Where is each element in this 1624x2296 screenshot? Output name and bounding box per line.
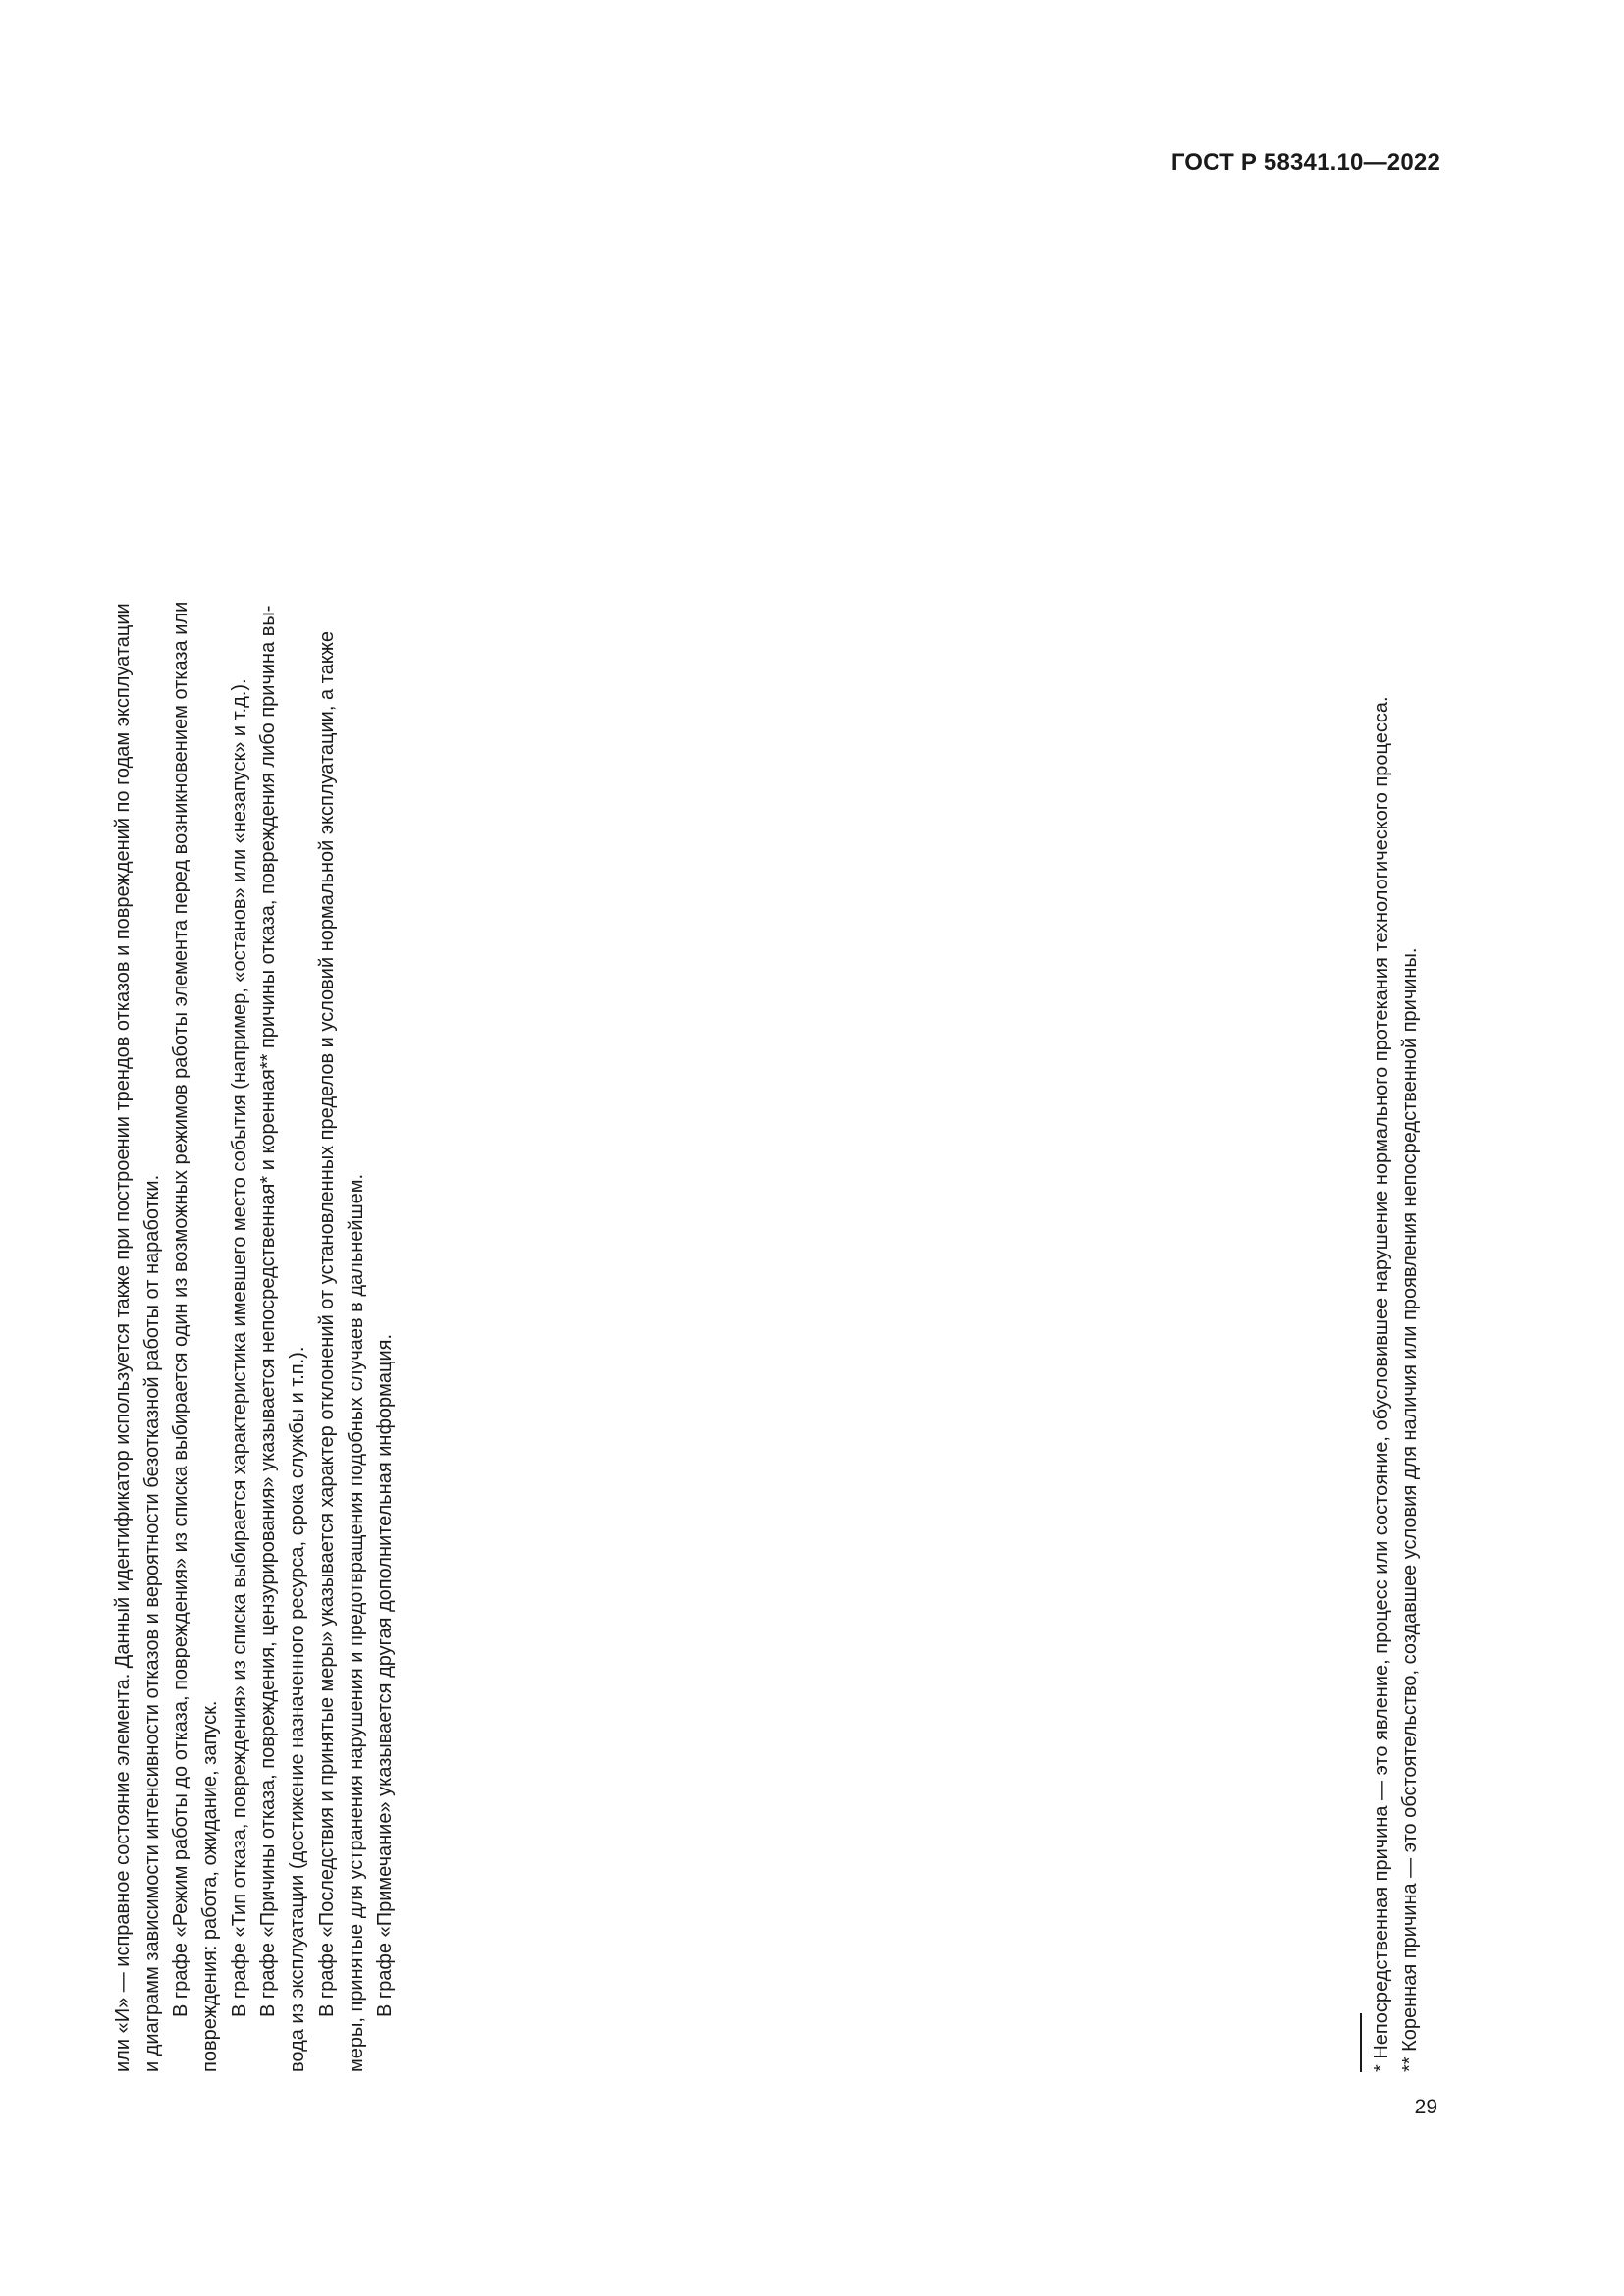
body-line: меры, принятые для устранения нарушения и предотвращения подобных случаев в дальнейшем. — [345, 1173, 367, 2072]
body-paragraph-line: В графе «Последствия и принятые меры» указывается характер отклонений от установленных пределов и условий нормальной эксплуатации, а также — [315, 631, 338, 2017]
footnote-divider — [1360, 2013, 1362, 2072]
body-line: повреждения: работа, ожидание, запуск. — [199, 1700, 222, 2072]
body-paragraph-line: В графе «Примечание» указывается другая дополнительная информация. — [374, 1333, 397, 2017]
body-paragraph-line: В графе «Причины отказа, повреждения, цензурирования» указывается непосредственная* и коренная** причины отказа, повреждения либо причина вы- — [257, 605, 280, 2017]
body-paragraph-line: В графе «Тип отказа, повреждения» из списка выбирается характеристика имевшего место события (например, «останов» или «незапуск» и т.д.). — [228, 678, 250, 2017]
body-line: и диаграмм зависимости интенсивности отказов и вероятности безотказной работы от наработки. — [140, 1174, 163, 2072]
body-line: вода из эксплуатации (достижение назначенного ресурса, срока службы и т.п.). — [287, 1346, 309, 2072]
body-paragraph-line: В графе «Режим работы до отказа, повреждения» из списка выбирается один из возможных режимов работы элемента перед возникновением отказа или — [170, 601, 192, 2017]
body-line: или «И» — исправное состояние элемента. Данный идентификатор используется также при построении трендов отказов и повреждений по годам эксплуатации — [112, 603, 134, 2072]
document-header: ГОСТ Р 58341.10—2022 — [1170, 149, 1440, 176]
footnote-item: ** Коренная причина — это обстоятельство, создавшее условия для наличия или проявления непосредственной причины. — [1399, 947, 1422, 2072]
body-text — [109, 222, 401, 2072]
footnotes — [1360, 222, 1426, 2072]
footnote-item: * Непосредственная причина — это явление, процесс или состояние, обусловившее нарушение нормального протекания технологического процесса. — [1370, 696, 1392, 2072]
page-number: 29 — [1414, 2096, 1437, 2118]
